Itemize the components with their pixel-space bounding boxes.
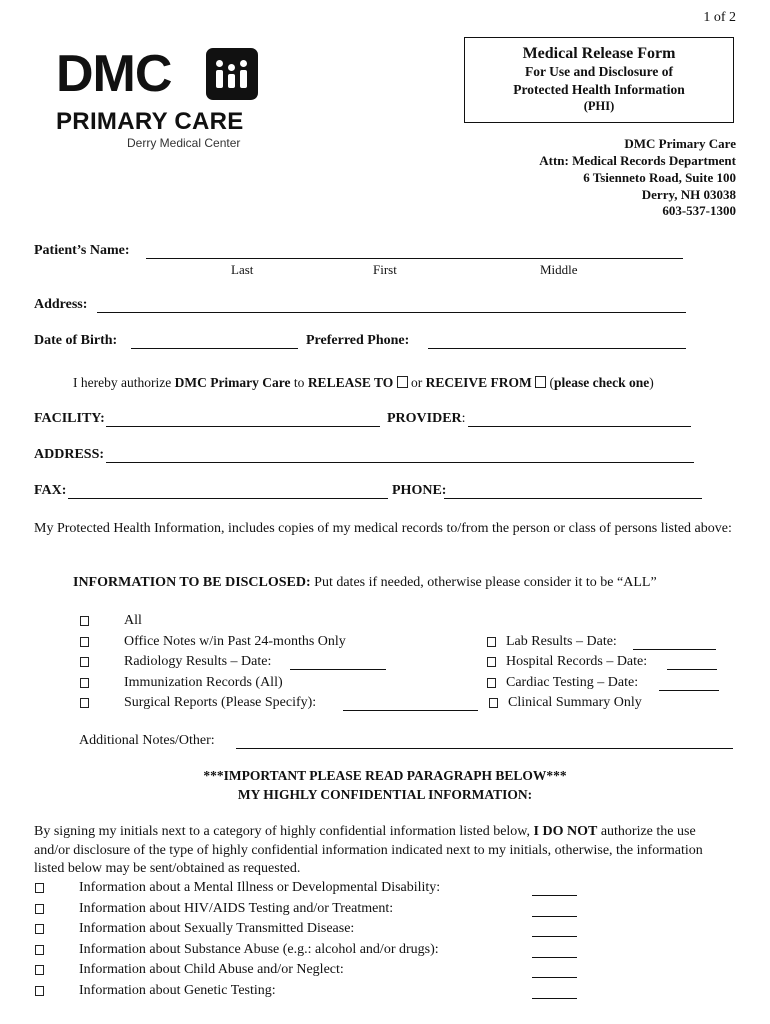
option-radiology-label: Radiology Results – Date: [124, 654, 272, 669]
clinic-name: DMC Primary Care [624, 136, 736, 151]
preferred-phone-field[interactable] [428, 348, 686, 349]
provider-label: PROVIDER [387, 411, 462, 426]
confidential-checkbox-child-abuse[interactable] [35, 965, 44, 975]
clinic-phone: 603-537-1300 [662, 203, 736, 218]
middle-name-label: Middle [540, 262, 578, 277]
confidential-checkbox-substance[interactable] [35, 945, 44, 955]
hospital-date-field[interactable] [667, 669, 717, 670]
option-office-notes-checkbox[interactable] [80, 637, 89, 647]
option-surgical-label: Surgical Reports (Please Specify): [124, 695, 317, 710]
option-clinical-summary-checkbox[interactable] [489, 698, 498, 708]
release-to-checkbox[interactable] [397, 376, 408, 388]
authorize-line [73, 375, 654, 391]
confidential-checkbox-genetic[interactable] [35, 986, 44, 996]
authorize-prefix: I hereby authorize [73, 375, 175, 390]
option-all-label: All [124, 613, 142, 628]
confidential-checkbox-mental[interactable] [35, 883, 44, 893]
initials-field-child-abuse[interactable] [532, 977, 577, 978]
confidential-item-genetic: Information about Genetic Testing: [79, 983, 276, 998]
option-immunization-checkbox[interactable] [80, 678, 89, 688]
form-title: Medical Release Form [522, 45, 676, 62]
logo-text: DMC [56, 45, 172, 103]
authorize-or: or [407, 375, 426, 390]
confidential-text-2: authorize the use and/or disclosure of the type of highly confidential information indicated next to my initials, otherwise, the information listed below may be sent/obtained as requested. [34, 824, 703, 876]
paren-close: ) [649, 375, 654, 390]
receive-from-label: RECEIVE FROM [425, 375, 532, 390]
confidential-checkbox-hiv[interactable] [35, 904, 44, 914]
first-name-label: First [373, 262, 397, 277]
option-lab-checkbox[interactable] [487, 637, 496, 647]
dob-label: Date of Birth: [34, 333, 118, 348]
important-heading: ***IMPORTANT PLEASE READ PARAGRAPH BELOW*** [203, 768, 567, 783]
provider-field[interactable] [468, 426, 691, 427]
patient-name-label: Patient’s Name: [34, 243, 130, 258]
confidential-item-std: Information about Sexually Transmitted Disease: [79, 921, 355, 936]
confidential-heading: MY HIGHLY CONFIDENTIAL INFORMATION: [237, 787, 533, 802]
last-name-label: Last [231, 262, 254, 277]
confidential-text-1: By signing my initials next to a category of highly confidential information listed below, [34, 824, 534, 839]
option-hospital-checkbox[interactable] [487, 657, 496, 667]
initials-field-std[interactable] [532, 936, 577, 937]
option-all-checkbox[interactable] [80, 616, 89, 626]
confidential-item-substance: Information about Substance Abuse (e.g.: alcohol and/or drugs): [79, 942, 439, 957]
option-lab-label: Lab Results – Date: [506, 634, 617, 649]
logo-subtitle: PRIMARY CARE [56, 108, 244, 135]
additional-notes-label: Additional Notes/Other: [79, 733, 215, 748]
family-figures-icon [206, 48, 258, 100]
lab-date-field[interactable] [633, 649, 716, 650]
initials-field-genetic[interactable] [532, 998, 577, 999]
option-radiology-checkbox[interactable] [80, 657, 89, 667]
provider-label-wrap [387, 411, 466, 427]
facility-field[interactable] [106, 426, 380, 427]
form-title-box [464, 37, 734, 123]
additional-notes-field[interactable] [236, 748, 733, 749]
option-surgical-checkbox[interactable] [80, 698, 89, 708]
confidential-text-bold: I DO NOT [533, 824, 598, 839]
clinic-attn: Attn: Medical Records Department [539, 153, 736, 168]
form-title-line1: For Use and Disclosure of [525, 64, 673, 79]
cardiac-date-field[interactable] [659, 690, 719, 691]
paren-open: ( [546, 375, 554, 390]
check-one-note: please check one [554, 375, 650, 390]
option-office-notes-label: Office Notes w/in Past 24-months Only [124, 634, 346, 649]
phi-paragraph: My Protected Health Information, includes copies of my medical records to/from the person or class of persons listed above: [34, 521, 732, 536]
initials-field-mental[interactable] [532, 895, 577, 896]
fax-label: FAX: [34, 483, 67, 498]
logo-tagline: Derry Medical Center [127, 136, 241, 150]
address-label: Address: [34, 297, 88, 312]
option-hospital-label: Hospital Records – Date: [506, 654, 648, 669]
release-to-label: RELEASE TO [307, 375, 394, 390]
confidential-item-mental: Information about a Mental Illness or Developmental Disability: [79, 880, 441, 895]
facility-phone-label: PHONE: [392, 483, 447, 498]
form-title-line2: Protected Health Information [513, 82, 685, 97]
facility-address-field[interactable] [106, 462, 694, 463]
facility-address-label: ADDRESS: [34, 447, 105, 462]
provider-colon: : [461, 411, 466, 426]
info-disclosed-text: Put dates if needed, otherwise please consider it to be “ALL” [310, 575, 657, 590]
option-immunization-label: Immunization Records (All) [124, 675, 283, 690]
facility-phone-field[interactable] [444, 498, 702, 499]
option-cardiac-checkbox[interactable] [487, 678, 496, 688]
fax-field[interactable] [68, 498, 388, 499]
confidential-paragraph [34, 823, 734, 879]
page-number: 1 of 2 [703, 10, 736, 25]
info-disclosed-line [73, 575, 657, 591]
patient-name-field[interactable] [146, 258, 683, 259]
confidential-item-hiv: Information about HIV/AIDS Testing and/or Treatment: [79, 901, 394, 916]
radiology-date-field[interactable] [290, 669, 386, 670]
clinic-city: Derry, NH 03038 [641, 187, 736, 202]
form-title-line3: (PHI) [583, 99, 615, 113]
initials-field-substance[interactable] [532, 957, 577, 958]
surgical-specify-field[interactable] [343, 710, 478, 711]
preferred-phone-label: Preferred Phone: [306, 333, 410, 348]
initials-field-hiv[interactable] [532, 916, 577, 917]
facility-label: FACILITY: [34, 411, 105, 426]
clinic-street: 6 Tsienneto Road, Suite 100 [583, 170, 736, 185]
confidential-checkbox-std[interactable] [35, 924, 44, 934]
dob-field[interactable] [131, 348, 298, 349]
address-field[interactable] [97, 312, 686, 313]
option-clinical-summary-label: Clinical Summary Only [508, 695, 642, 710]
receive-from-checkbox[interactable] [535, 376, 546, 388]
confidential-item-child-abuse: Information about Child Abuse and/or Neglect: [79, 962, 344, 977]
authorize-org: DMC Primary Care [174, 375, 291, 390]
authorize-to: to [290, 375, 308, 390]
option-cardiac-label: Cardiac Testing – Date: [506, 675, 639, 690]
info-disclosed-label: INFORMATION TO BE DISCLOSED: [73, 575, 311, 590]
